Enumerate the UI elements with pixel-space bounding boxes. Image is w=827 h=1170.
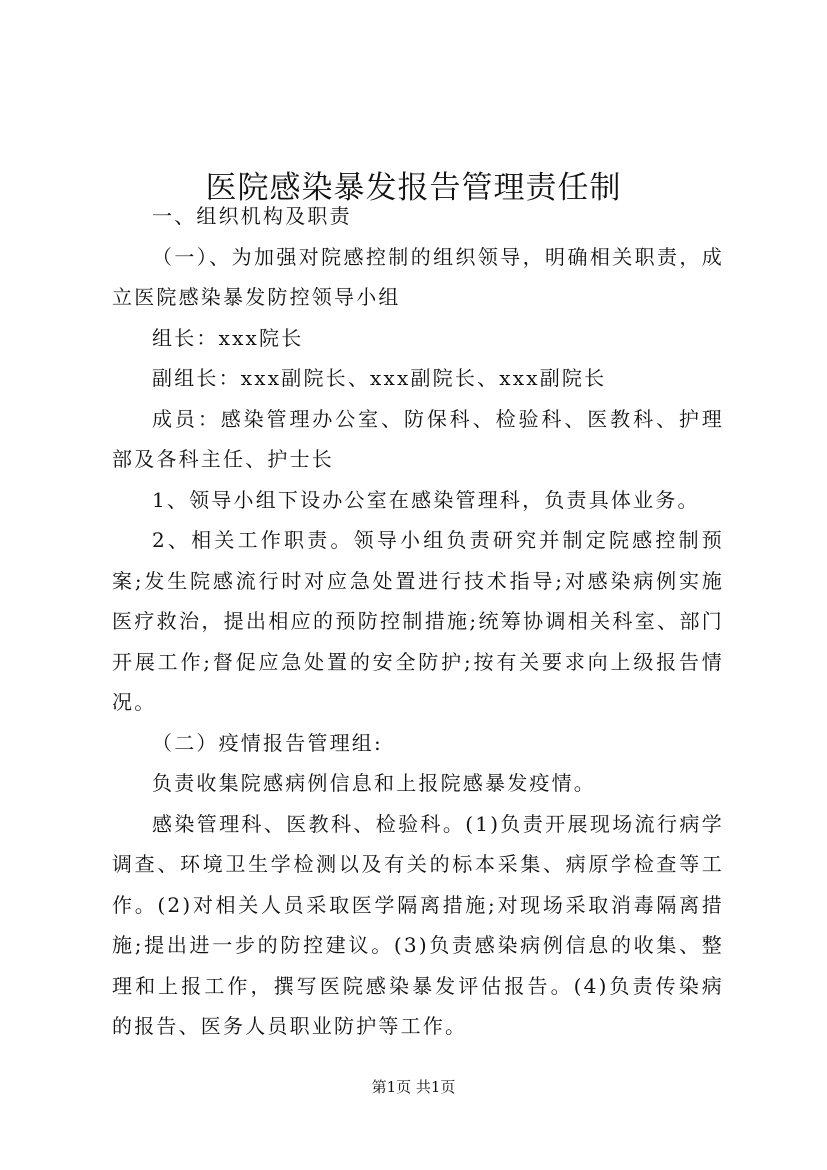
document-title: 医院感染暴发报告管理责任制 [205,169,622,206]
section-heading-organization: 一、组织机构及职责 [152,204,352,228]
paragraph-office: 1、领导小组下设办公室在感染管理科，负责具体业务。 [152,487,700,512]
page-number-footer: 第1页 共1页 [371,1078,456,1096]
paragraph-department-tasks: 感染管理科、医教科、检验科。(1)负责开展现场流行病学调查、环境卫生学检测以及有关的标本采集、病原学检查等工作。(2)对相关人员采取医学隔离措施;对现场采取消毒隔离措施;提出进一步的防控建议。(3)负责感染病例信息的收集、整理和上报工作，撰写医院感染暴发评估报告。(4)负责传染病的报告、医务人员职业防护等工作。 [112,811,724,1038]
document-body [112,196,724,1047]
paragraph-members: 成员：感染管理办公室、防保科、检验科、医教科、护理部及各科主任、护士长 [112,406,724,471]
paragraph-deputy-leaders: 副组长：xxx副院长、xxx副院长、xxx副院长 [152,366,607,390]
section-heading-reporting-group: （二）疫情报告管理组: [152,730,383,755]
paragraph-duties: 2、相关工作职责。领导小组负责研究并制定院感控制预案;发生院感流行时对应急处置进行技术指导;对感染病例实施医疗救治，提出相应的预防控制措施;统筹协调相关科室、部门开展工作;督促应急处置的安全防护;按有关要求向上级报告情况。 [112,528,724,714]
paragraph-reporting-responsibility: 负责收集院感病例信息和上报院感暴发疫情。 [152,771,596,795]
paragraph-group-leader: 组长：xxx院长 [152,325,304,350]
paragraph-leadership-group: （一）、为加强对院感控制的组织领导，明确相关职责，成立医院感染暴发防控领导小组 [112,244,724,309]
